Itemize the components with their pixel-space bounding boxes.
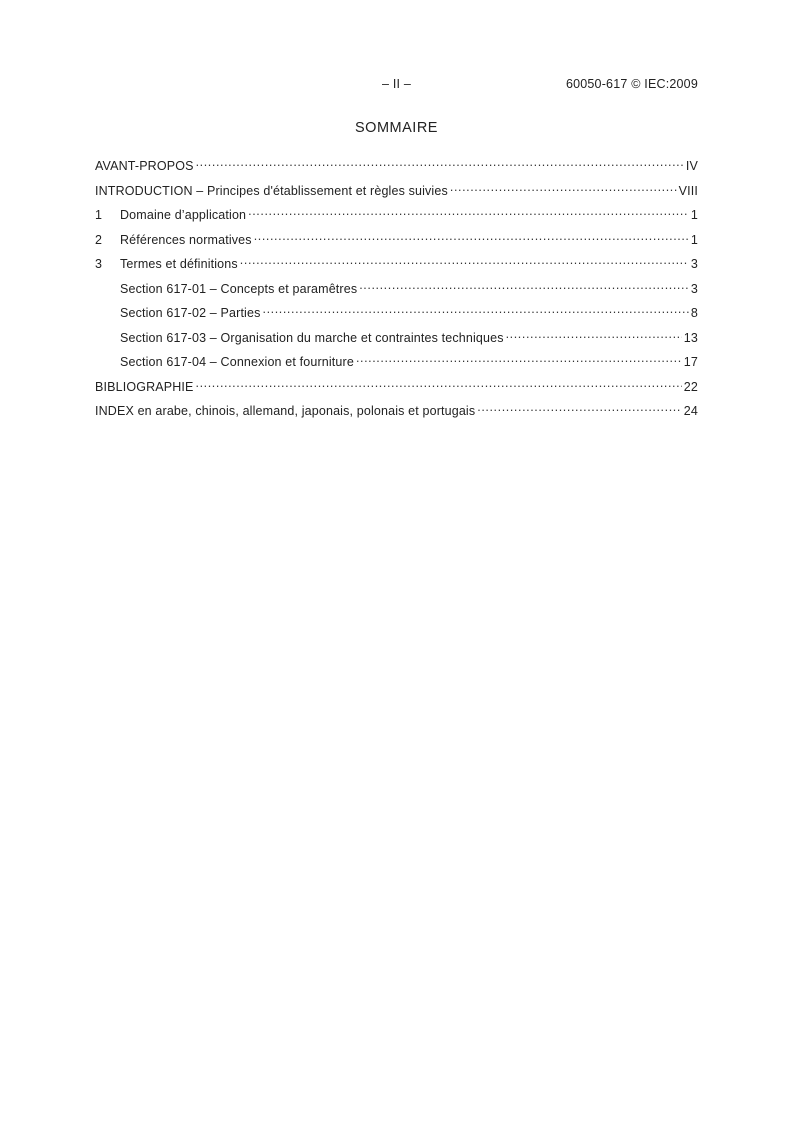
toc-entry-page: 3 [690,281,698,296]
toc-entry-page: 13 [683,330,698,345]
toc-entry[interactable] [95,401,698,426]
toc-entry-page: 1 [690,208,698,222]
toc-entry[interactable] [95,352,698,377]
toc-dot-leader [196,156,684,170]
toc-entry-label: INDEX en arabe, chinois, allemand, japonais, polonais et portugais [95,404,476,418]
toc-entry-page: IV [685,159,698,173]
toc-entry-label: Section 617-04 – Connexion et fourniture [120,355,354,369]
toc-dot-leader [248,205,689,219]
document-reference: 60050-617 © IEC:2009 [565,77,698,91]
toc-dot-leader [240,254,689,268]
toc-dot-leader [359,279,689,293]
toc-entry[interactable] [95,377,698,402]
toc-dot-leader [196,377,682,391]
toc-entry-label: Domaine d’application [120,208,247,222]
toc-entry-label: Références normatives [120,232,252,247]
toc-dot-leader [477,401,682,415]
toc-entry-page: 24 [683,404,698,418]
toc-entry[interactable] [95,181,698,206]
toc-dot-leader [506,328,682,342]
page-header [95,77,698,93]
toc-entry-label: Section 617-03 – Organisation du marche et contraintes techniques [120,330,504,345]
toc-entry[interactable] [95,230,698,255]
toc-entry-number: 3 [95,257,103,271]
toc-entry-label: Termes et définitions [120,257,238,271]
toc-entry-number: 1 [95,208,103,222]
toc-dot-leader [450,181,677,195]
toc-entry[interactable] [95,254,698,279]
toc-entry-label: BIBLIOGRAPHIE [95,379,194,394]
toc-entry[interactable] [95,279,698,304]
page-title: SOMMAIRE [355,120,438,136]
page-number: – II – [382,77,411,91]
toc-entry-page: 17 [683,355,698,369]
toc-entry[interactable] [95,205,698,230]
toc-entry-page: 8 [690,306,698,320]
toc-entry-label: Section 617-02 – Parties [120,306,261,320]
toc-dot-leader [254,230,689,244]
toc-entry-page: VIII [678,183,698,198]
toc-entry-number: 2 [95,232,103,247]
toc-dot-leader [263,303,689,317]
toc-entry[interactable] [95,156,698,181]
toc-entry-page: 22 [683,379,698,394]
table-of-contents [95,156,698,426]
toc-entry-page: 3 [690,257,698,271]
toc-entry-label: AVANT-PROPOS [95,159,194,173]
toc-entry[interactable] [95,328,698,353]
toc-entry-label: INTRODUCTION – Principes d'établissement et règles suivies [95,183,448,198]
toc-dot-leader [356,352,682,366]
toc-entry[interactable] [95,303,698,328]
toc-entry-label: Section 617-01 – Concepts et paramêtres [120,281,358,296]
toc-entry-page: 1 [690,232,698,247]
